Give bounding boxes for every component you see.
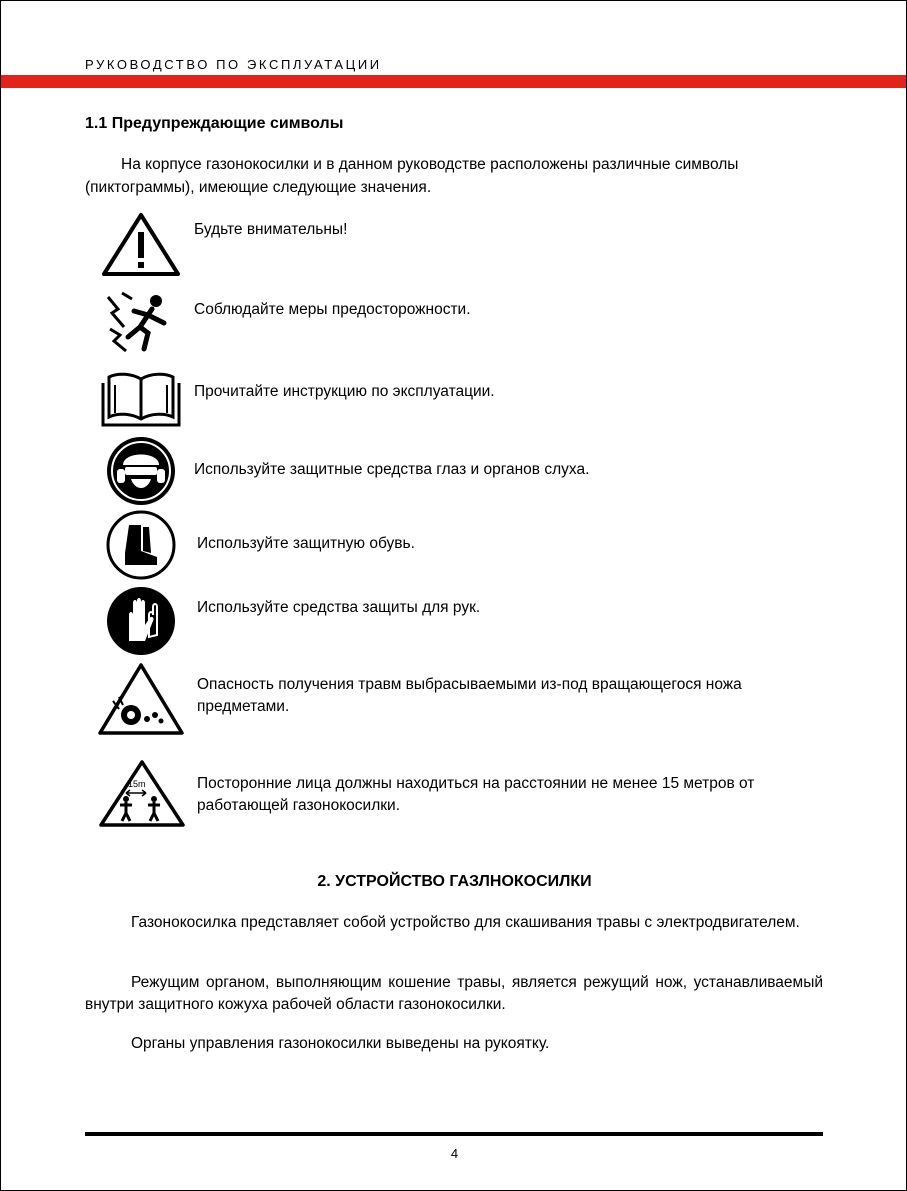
header-accent-bar [1, 75, 907, 88]
section-intro: На корпусе газонокосилки и в данном руководстве расположены различные символы (пиктограммы), имеющие следующие значения. [85, 156, 739, 196]
eye-ear-protection-icon [105, 435, 177, 507]
section-title-warning-symbols: 1.1 Предупреждающие символы [85, 115, 344, 132]
paragraph-controls: Органы управления газонокосилки выведены на рукоятку. [131, 1035, 550, 1052]
symbol-text-safety-shoes: Используйте защитную обувь. [197, 535, 415, 552]
electric-shock-icon [104, 289, 176, 357]
symbol-text-precautions: Соблюдайте меры предосторожности. [194, 301, 471, 318]
safety-boot-icon [105, 509, 177, 581]
symbol-text-attention: Будьте внимательны! [194, 221, 348, 238]
symbol-text-keep-distance: Посторонние лица должны находиться на расстоянии не менее 15 метров от работающей газонокосилки. [197, 775, 755, 814]
section-title-mower-design: 2. УСТРОЙСТВО ГАЗЛНОКОСИЛКИ [317, 873, 592, 890]
distance-label: 15m [128, 779, 146, 789]
thrown-objects-icon [97, 661, 185, 737]
paragraph-mower-description: Газонокосилка представляет собой устройство для скашивания травы с электродвигателем. [131, 914, 800, 931]
running-header: РУКОВОДСТВО ПО ЭКСПЛУАТАЦИИ [85, 57, 382, 72]
paragraph-cutting-blade: Режущим органом, выполняющим кошение травы, является режущий нож, устанавливаемый внутри защитного кожуха рабочей области газонокосилки. [85, 974, 823, 1013]
keep-distance-icon [98, 759, 186, 829]
gloves-icon [105, 585, 177, 657]
open-book-icon [101, 369, 181, 427]
symbol-text-eye-ear-protection: Используйте защитные средства глаз и органов слуха. [194, 461, 590, 478]
symbol-text-thrown-objects: Опасность получения травм выбрасываемыми из-под вращающегося ножа предметами. [197, 676, 742, 715]
warning-triangle-icon [101, 212, 181, 278]
page-number: 4 [450, 1146, 459, 1161]
symbol-text-read-manual: Прочитайте инструкцию по эксплуатации. [194, 383, 495, 400]
footer-rule [85, 1132, 823, 1136]
symbol-text-hand-protection: Используйте средства защиты для рук. [197, 599, 481, 616]
